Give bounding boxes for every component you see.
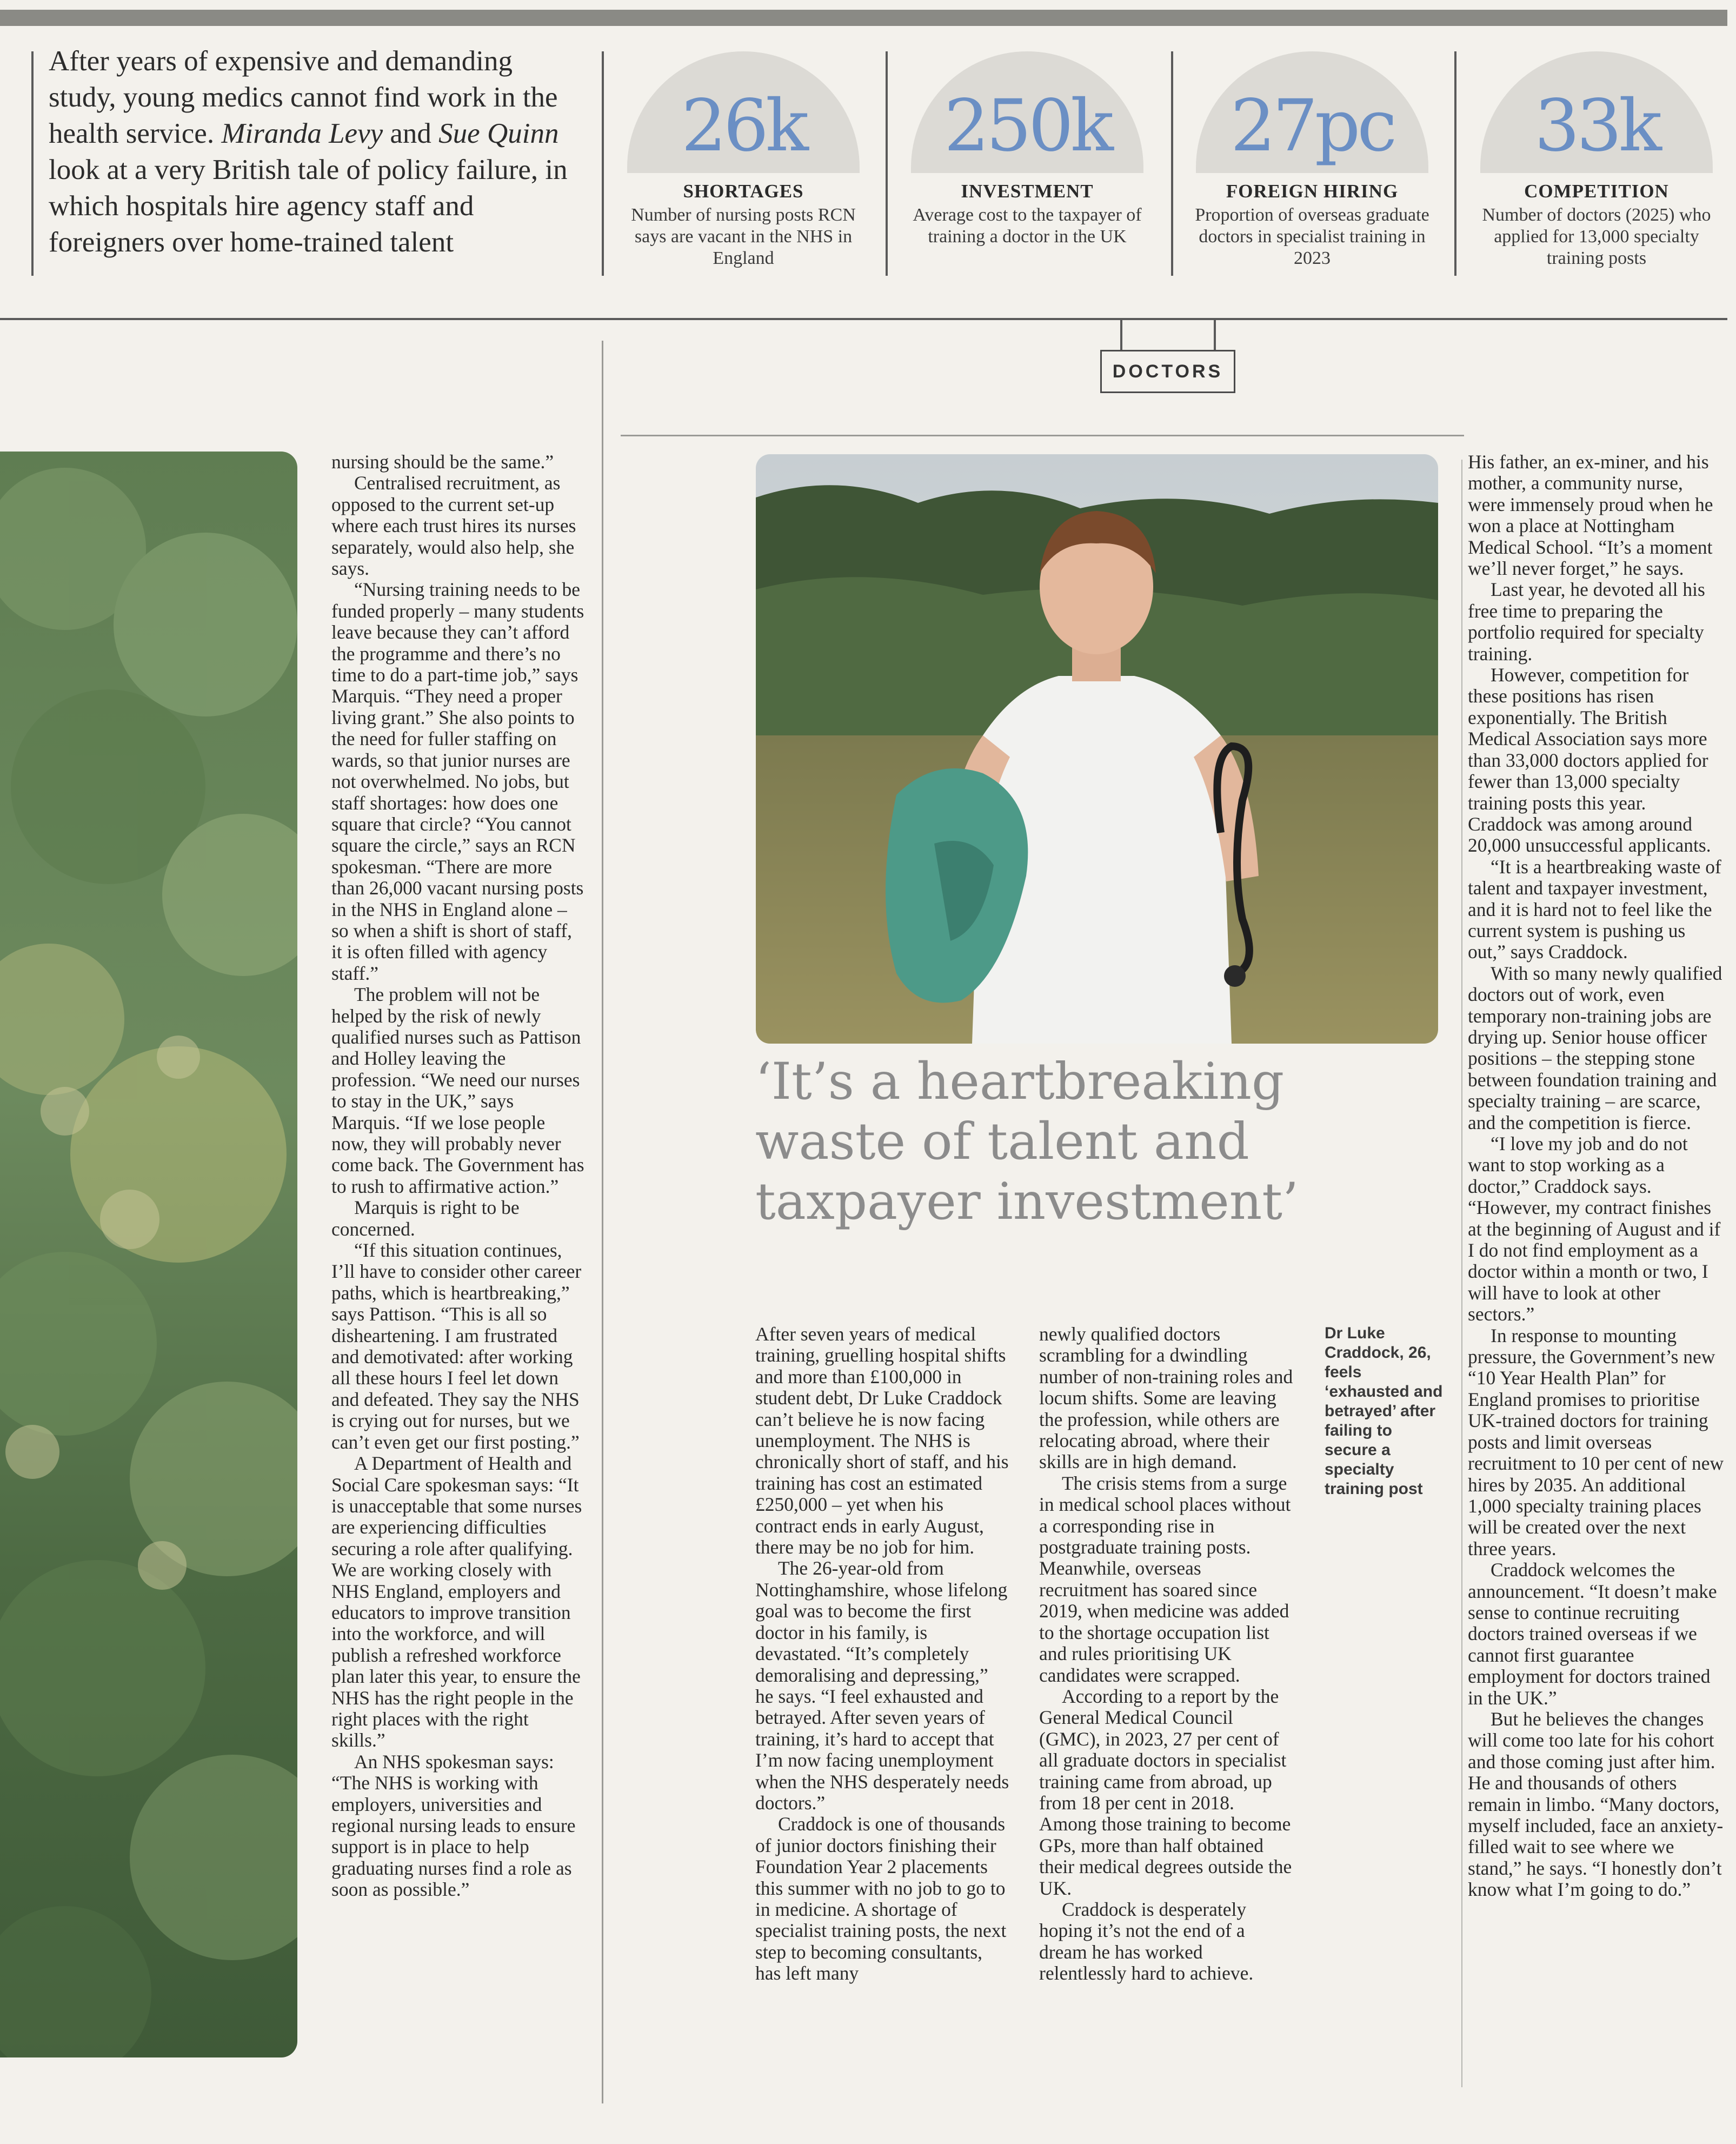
paragraph: nursing should be the same.” xyxy=(331,451,554,473)
stat-block xyxy=(1193,51,1431,269)
stat-block xyxy=(908,51,1146,248)
stat-number: 250k xyxy=(944,84,1110,168)
stat-label: SHORTAGES xyxy=(683,181,804,202)
paragraph: Marquis is right to be concerned. xyxy=(331,1197,520,1240)
paragraph: Craddock welcomes the announcement. “It doesn’t make sense to continue recruiting doctors trained overseas if we cannot first guarantee employment for doctors trained in the UK.” xyxy=(1468,1559,1717,1709)
stat-description: Number of nursing posts RCN says are vacant in the NHS in England xyxy=(631,205,856,268)
stat-number: 33k xyxy=(1534,84,1659,168)
section-rule xyxy=(0,318,1727,320)
stat-label: INVESTMENT xyxy=(961,181,1094,202)
stat-description: Number of doctors (2025) who applied for 13,000 specialty training posts xyxy=(1482,205,1711,268)
stat-dome xyxy=(911,51,1143,173)
stat-description: Proportion of overseas graduate doctors in specialist training in 2023 xyxy=(1195,205,1429,268)
stat-description: Average cost to the taxpayer of training a doctor in the UK xyxy=(913,205,1142,247)
stat-label: COMPETITION xyxy=(1524,181,1669,202)
article-column-1 xyxy=(331,452,586,1901)
article-column-2 xyxy=(755,1324,1009,1984)
divider xyxy=(1214,318,1216,351)
stat-dome xyxy=(1196,51,1428,173)
paragraph: But he believes the changes will come too late for his cohort and those coming just after him. He and thousands of others remain in limbo. “Many doctors, myself included, face an anxiety-filled wait to see where we stand,” he says. “I honestly don’t know what I’m going to do.” xyxy=(1468,1708,1724,1901)
section-label: DOCTORS xyxy=(1100,350,1235,393)
paragraph: “I love my job and do not want to stop working as a doctor,” Craddock says. “However, my contract finishes at the beginning of August and if I do not find employment as a doctor within a month or two, I will have to look at other sectors.” xyxy=(1468,1133,1721,1325)
paragraph: Craddock is desperately hoping it’s not the end of a dream he has worked relentlessly hard to achieve. xyxy=(1039,1898,1254,1984)
paragraph: A Department of Health and Social Care spokesman says: “It is unacceptable that some nurses are experiencing difficulties securing a role after qualifying. We are working closely with NHS England, employers and educators to improve transition into the workforce, and will publish a refreshed workforce plan later this year, to ensure the NHS has the right people in the right places with the right skills.” xyxy=(331,1452,582,1751)
stat-block xyxy=(1478,51,1715,269)
standfirst xyxy=(49,43,578,261)
paragraph: Centralised recruitment, as opposed to the current set-up where each trust hires its nurses separately, would also help, she says. xyxy=(331,472,576,580)
divider xyxy=(886,51,888,276)
top-rule xyxy=(0,10,1727,26)
article-column-3 xyxy=(1039,1324,1293,1984)
paragraph: After seven years of medical training, gruelling hospital shifts and more than £100,000 in student debt, Dr Luke Craddock can’t believe he is now facing unemployment. The NHS is chronically short of staff, and his training has cost an estimated £250,000 – yet when his contract ends in early August, there may be no job for him. xyxy=(755,1323,1009,1558)
paragraph: With so many newly qualified doctors out of work, even temporary non-training jobs are drying up. Senior house officer positions – the stepping stone between foundation training and specialty training – are scarce, and the competition is fierce. xyxy=(1468,962,1722,1133)
paragraph: However, competition for these positions has risen exponentially. The British Medical Association says more than 33,000 doctors applied for fewer than 13,000 specialty training posts this year. Craddock was among around 20,000 unsuccessful applicants. xyxy=(1468,664,1711,857)
paragraph: In response to mounting pressure, the Government’s new “10 Year Health Plan” for England promises to prioritise UK-trained doctors for training posts and limit overseas recruitment to 10 per cent of new hires by 2035. An additional 1,000 specialty training places will be created over the next three years. xyxy=(1468,1324,1724,1559)
paragraph: According to a report by the General Medical Council (GMC), in 2023, 27 per cent of all graduate doctors in specialist training came from abroad, up from 18 per cent in 2018. Among those training to become GPs, more than half obtained their medical degrees outside the UK. xyxy=(1039,1685,1292,1899)
doctor-portrait-image xyxy=(756,454,1438,1044)
garden-photo-image xyxy=(0,452,297,2057)
pull-quote-headline: ‘It’s a heartbreaking waste of talent and taxpayer investment’ xyxy=(755,1052,1299,1231)
byline-conjunction: and xyxy=(383,118,439,149)
stat-label: FOREIGN HIRING xyxy=(1226,181,1399,202)
paragraph: An NHS spokesman says: “The NHS is working with employers, universities and regional nursing leads to ensure support is in place to help graduating nurses find a role as soon as possible.” xyxy=(331,1750,576,1901)
paragraph: “If this situation continues, I’ll have to consider other career paths, which is heartbreaking,” says Pattison. “This is all so disheartening. I am frustrated and demotivated: after working all these hours I feel let down and defeated. They say the NHS is crying out for nurses, but we can’t even get our first posting.” xyxy=(331,1239,582,1453)
stat-number: 27pc xyxy=(1230,84,1394,168)
photo-caption: Dr Luke Craddock, 26, feels ‘exhausted and betrayed’ after failing to secure a specialty training post xyxy=(1325,1324,1443,1498)
divider xyxy=(1171,51,1173,276)
article-column-4 xyxy=(1468,452,1725,1901)
paragraph: The crisis stems from a surge in medical school places without a corresponding rise in postgraduate training posts. Meanwhile, overseas recruitment has soared since 2019, when medicine was added to the shortage occupation list and rules prioritising UK candidates were scrapped. xyxy=(1039,1472,1291,1686)
paragraph: Last year, he devoted all his free time to preparing the portfolio required for specialty training. xyxy=(1468,579,1705,665)
paragraph: “Nursing training needs to be funded properly – many students leave because they can’t afford the programme and there’s no time to do a part-time job,” says Marquis. “They need a proper living grant.” She also points to the need for fuller staffing on wards, so that junior nurses are not overwhelmed. No jobs, but staff shortages: how does one square that circle? “You cannot square the circle,” says an RCN spokesman. “There are more than 26,000 vacant nursing posts in the NHS in England alone – so when a shift is short of staff, it is often filled with agency staff.” xyxy=(331,579,584,984)
section-rule xyxy=(621,435,1464,436)
author-byline: Miranda Levy xyxy=(221,118,383,149)
paragraph: The problem will not be helped by the risk of newly qualified nurses such as Pattison and Holley leaving the profession. “We need our nurses to stay in the UK,” says Marquis. “If we lose people now, they will probably never come back. The Government has to rush to affirmative action.” xyxy=(331,984,584,1197)
divider xyxy=(1454,51,1456,276)
doctor-photo xyxy=(756,454,1438,1044)
standfirst-text: look at a very British tale of policy failure, in which hospitals hire agency staff and foreigners over home-trained talent xyxy=(49,154,568,258)
paragraph: His father, an ex-miner, and his mother, a community nurse, were immensely proud when he won a place at Nottingham Medical School. “It’s a moment we’ll never forget,” he says. xyxy=(1468,451,1713,580)
author-byline: Sue Quinn xyxy=(438,118,559,149)
divider xyxy=(1120,318,1122,351)
paragraph: newly qualified doctors scrambling for a dwindling number of non-training roles and locum shifts. Some are leaving the profession, while others are relocating abroad, where their skills are in high demand. xyxy=(1039,1323,1293,1473)
divider xyxy=(602,341,603,2103)
divider xyxy=(31,51,34,276)
paragraph: Craddock is one of thousands of junior doctors finishing their Foundation Year 2 placements this summer with no job to go to in medicine. A shortage of specialist training posts, the next step to becoming consultants, has left many xyxy=(755,1813,1007,1984)
stat-dome xyxy=(627,51,860,173)
divider xyxy=(1461,460,1462,2087)
garden-photo xyxy=(0,452,297,2057)
divider xyxy=(602,51,604,276)
paragraph: “It is a heartbreaking waste of talent and taxpayer investment, and it is hard not to feel like the current system is pushing us out,” says Craddock. xyxy=(1468,855,1721,963)
stat-number: 26k xyxy=(681,84,806,168)
paragraph: The 26-year-old from Nottinghamshire, whose lifelong goal was to become the first doctor in his family, is devastated. “It’s completely demoralising and depressing,” he says. “I feel exhausted and betrayed. After seven years of training, it’s hard to accept that I’m now facing unemployment when the NHS desperately needs doctors.” xyxy=(755,1557,1009,1814)
stat-block xyxy=(624,51,862,269)
stat-dome xyxy=(1480,51,1713,173)
standfirst-text: After years of expensive and demanding study, young medics cannot find work in the health service. xyxy=(49,45,558,149)
